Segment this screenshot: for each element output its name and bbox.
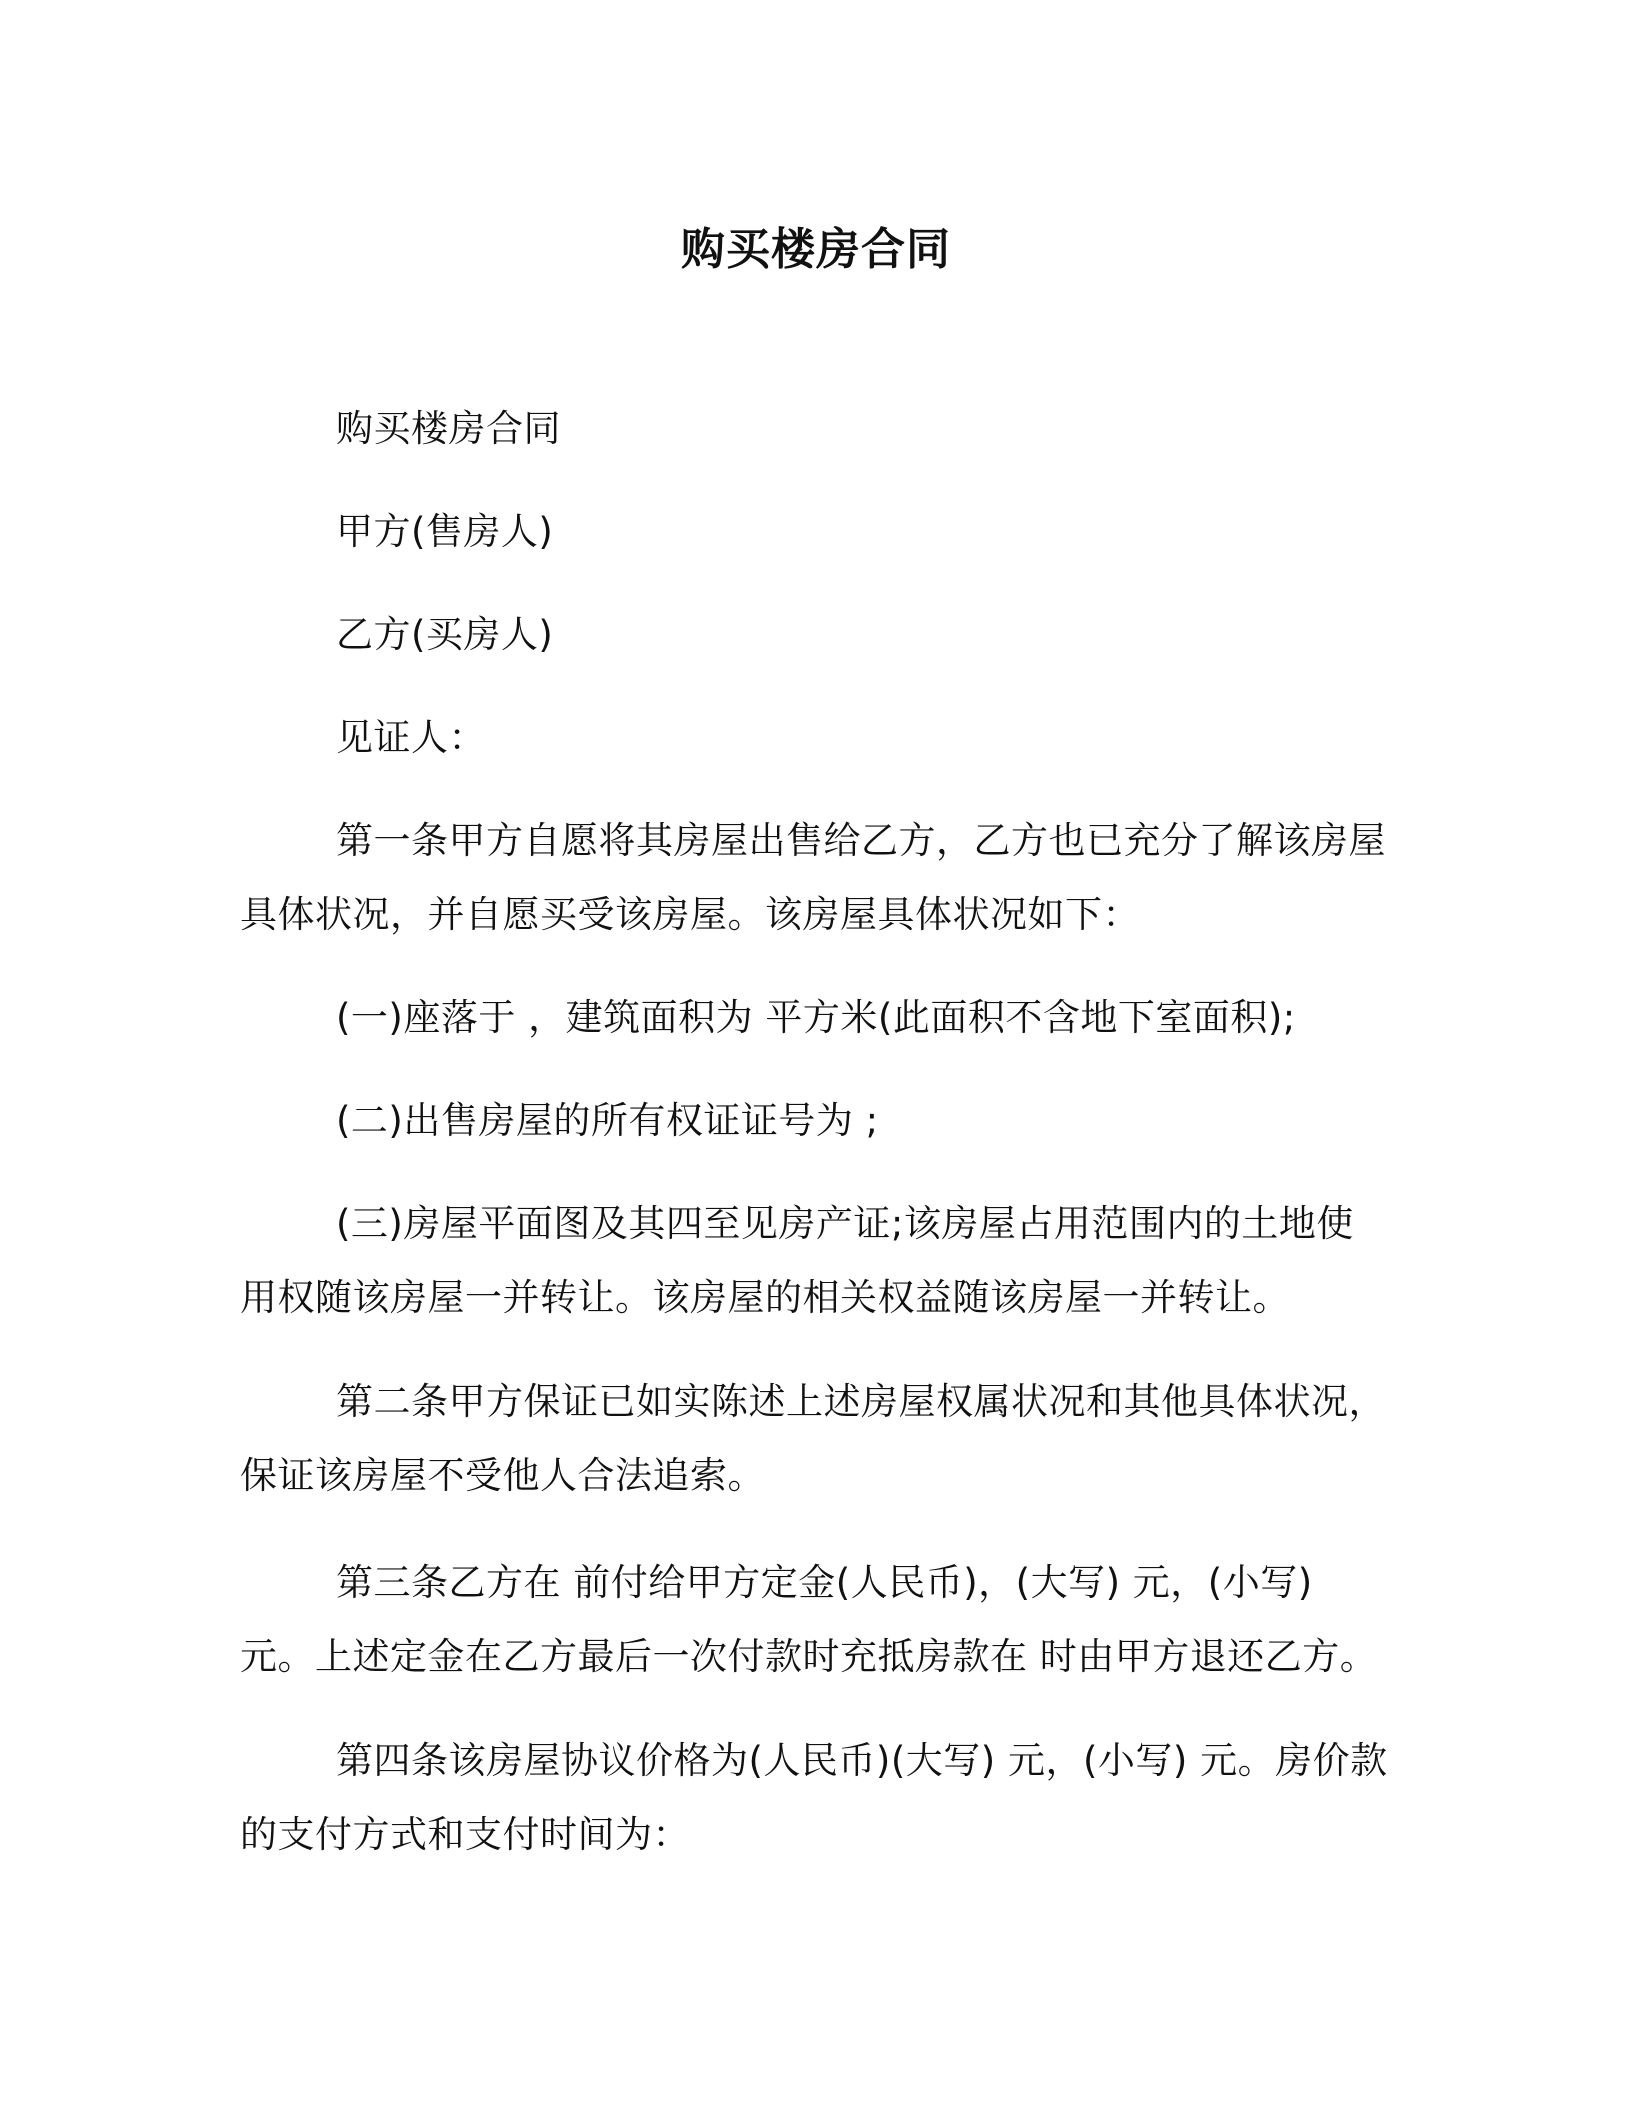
- paragraph-party-a: 甲方(售房人): [336, 510, 554, 553]
- paragraph-article-1: 第一条甲方自愿将其房屋出售给乙方，乙方也已充分了解该房屋具体状况，并自愿买受该房屋。该房屋具体状况如下：: [240, 819, 1386, 936]
- paragraph-witness: 见证人：: [336, 716, 486, 759]
- paragraph-item-1: (一)座落于 ，建筑面积为 平方米(此面积不含地下室面积);: [336, 996, 1296, 1039]
- paragraph-item-3: (三)房屋平面图及其四至见房产证;该房屋占用范围内的土地使用权随该房屋一并转让。该房屋的相关权益随该房屋一并转让。: [240, 1202, 1354, 1319]
- paragraph-subtitle: 购买楼房合同: [336, 407, 561, 450]
- paragraph-party-b: 乙方(买房人): [336, 613, 554, 656]
- paragraph-article-2: 第二条甲方保证已如实陈述上述房屋权属状况和其他具体状况，保证该房屋不受他人合法追索。: [240, 1380, 1386, 1497]
- paragraph-article-4: 第四条该房屋协议价格为(人民币)(大写) 元，(小写) 元。房价款的支付方式和支付时间为：: [240, 1739, 1388, 1856]
- document-title: 购买楼房合同: [681, 224, 951, 275]
- paragraph-article-3: 第三条乙方在 前付给甲方定金(人民币)，(大写) 元，(小写) 元。上述定金在乙方最后一次付款时充抵房款在 时由甲方退还乙方。: [240, 1561, 1378, 1678]
- paragraph-item-2: (二)出售房屋的所有权证证号为 ;: [336, 1099, 879, 1142]
